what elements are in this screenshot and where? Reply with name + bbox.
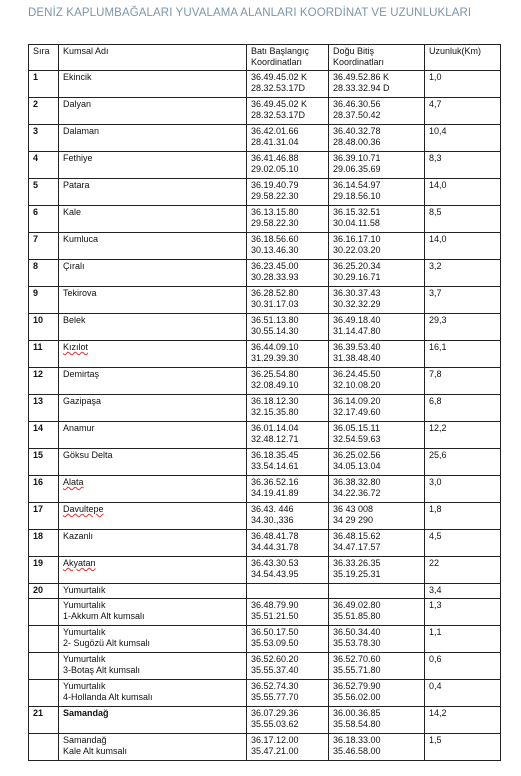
row-number bbox=[29, 653, 59, 680]
row-number: 16 bbox=[29, 476, 59, 503]
end-coordinates bbox=[329, 503, 425, 530]
start-coordinate-line: 36.18.35.45 bbox=[251, 450, 299, 460]
end-coordinate-line: 36.30.37.43 bbox=[333, 288, 381, 298]
header-length: Uzunluk(Km) bbox=[425, 45, 501, 71]
end-coordinate-line: 36.24.45.50 bbox=[333, 369, 381, 379]
end-coordinates bbox=[329, 368, 425, 395]
beach-name bbox=[59, 422, 247, 449]
beach-name bbox=[59, 599, 247, 626]
end-coordinate-line: 36.52.70.60 bbox=[333, 654, 381, 664]
start-coordinate-line: 29.58.22.30 bbox=[251, 191, 299, 202]
table-row bbox=[29, 449, 501, 476]
end-coordinates bbox=[329, 314, 425, 341]
end-coordinate-line: 36.49.52.86 K bbox=[333, 72, 390, 82]
end-coordinate-line: 34.47.17.57 bbox=[333, 542, 381, 553]
start-coordinate-line: 31.29.39.30 bbox=[251, 353, 299, 364]
end-coordinates bbox=[329, 599, 425, 626]
beach-name bbox=[59, 260, 247, 287]
beach-name-line: 4-Hollanda Alt kumsalı bbox=[63, 692, 153, 703]
table-row bbox=[29, 584, 501, 599]
table-row bbox=[29, 179, 501, 206]
start-coordinates bbox=[247, 707, 329, 734]
start-coordinate-line: 36.07.29.36 bbox=[251, 708, 299, 718]
beach-name bbox=[59, 653, 247, 680]
beach-name bbox=[59, 626, 247, 653]
beach-name-line: Kale bbox=[63, 207, 82, 217]
row-number: 20 bbox=[29, 584, 59, 599]
start-coordinates bbox=[247, 98, 329, 125]
beach-name bbox=[59, 71, 247, 98]
length-km: 8,3 bbox=[425, 152, 501, 179]
beach-name bbox=[59, 179, 247, 206]
end-coordinates bbox=[329, 98, 425, 125]
end-coordinates bbox=[329, 557, 425, 584]
end-coordinate-line: 30.29.16.71 bbox=[333, 272, 381, 283]
start-coordinates bbox=[247, 530, 329, 557]
beach-name bbox=[59, 557, 247, 584]
beach-name bbox=[59, 503, 247, 530]
start-coordinate-line: 33.54.14.61 bbox=[251, 461, 299, 472]
start-coordinates bbox=[247, 152, 329, 179]
end-coordinate-line: 35.51.85.80 bbox=[333, 611, 381, 622]
end-coordinate-line: 30.22.03.20 bbox=[333, 245, 381, 256]
end-coordinates bbox=[329, 680, 425, 707]
start-coordinate-line: 30.13.46.30 bbox=[251, 245, 299, 256]
start-coordinates bbox=[247, 179, 329, 206]
end-coordinate-line: 36.52.79.90 bbox=[333, 681, 381, 691]
end-coordinate-line: 36 43 008 bbox=[333, 504, 374, 514]
length-km: 3,4 bbox=[425, 584, 501, 599]
beach-name-line: Belek bbox=[63, 315, 86, 325]
row-number: 8 bbox=[29, 260, 59, 287]
beach-name-line: Ekincik bbox=[63, 72, 92, 82]
start-coordinate-line: 36.49.45.02 K bbox=[251, 72, 308, 82]
end-coordinate-line: 30.32.32.29 bbox=[333, 299, 381, 310]
start-coordinates bbox=[247, 599, 329, 626]
start-coordinate-line: 34.54.43.95 bbox=[251, 569, 299, 580]
end-coordinate-line: 35.46.58.00 bbox=[333, 746, 381, 757]
end-coordinates bbox=[329, 530, 425, 557]
beach-name-line: Kale Alt kumsalı bbox=[63, 746, 128, 757]
end-coordinate-line: 35.53.78.30 bbox=[333, 638, 381, 649]
table-row bbox=[29, 71, 501, 98]
beach-name-line: Kumluca bbox=[63, 234, 99, 244]
beach-name-line: Kazanlı bbox=[63, 531, 94, 541]
header-no: Sıra bbox=[29, 45, 59, 71]
start-coordinates bbox=[247, 626, 329, 653]
row-number: 21 bbox=[29, 707, 59, 734]
end-coordinates bbox=[329, 152, 425, 179]
start-coordinates bbox=[247, 734, 329, 761]
end-coordinate-line: 32.54.59.63 bbox=[333, 434, 381, 445]
start-coordinate-line: 36.42.01.66 bbox=[251, 126, 299, 136]
length-km: 3,7 bbox=[425, 287, 501, 314]
end-coordinates bbox=[329, 125, 425, 152]
end-coordinate-line: 32.10.08.20 bbox=[333, 380, 381, 391]
end-coordinate-line: 28.48.00.36 bbox=[333, 137, 381, 148]
length-km: 10,4 bbox=[425, 125, 501, 152]
start-coordinate-line: 36.17.12.00 bbox=[251, 735, 299, 745]
start-coordinate-line: 36.44.09.10 bbox=[251, 342, 299, 352]
start-coordinates bbox=[247, 422, 329, 449]
start-coordinates bbox=[247, 206, 329, 233]
beach-name bbox=[59, 152, 247, 179]
beach-name-line: Anamur bbox=[63, 423, 95, 433]
length-km: 16,1 bbox=[425, 341, 501, 368]
row-number: 9 bbox=[29, 287, 59, 314]
beach-name-line: 1-Akkum Alt kumsalı bbox=[63, 611, 145, 622]
end-coordinate-line: 36.25.02.56 bbox=[333, 450, 381, 460]
end-coordinate-line: 36.50.34.40 bbox=[333, 627, 381, 637]
table-row bbox=[29, 98, 501, 125]
start-coordinate-line: 34.30.,336 bbox=[251, 515, 294, 526]
header-start bbox=[247, 45, 329, 71]
start-coordinate-line: 36.36.52.16 bbox=[251, 477, 299, 487]
table-row bbox=[29, 680, 501, 707]
beach-name-line: Göksu Delta bbox=[63, 450, 113, 460]
header-start-line1: Batı Başlangıç bbox=[251, 46, 310, 56]
beach-name-line: Yumurtalık bbox=[63, 681, 106, 691]
end-coordinates bbox=[329, 71, 425, 98]
beach-name bbox=[59, 233, 247, 260]
start-coordinates bbox=[247, 71, 329, 98]
row-number bbox=[29, 734, 59, 761]
start-coordinate-line: 36.51.13.80 bbox=[251, 315, 299, 325]
table-row bbox=[29, 530, 501, 557]
end-coordinates bbox=[329, 233, 425, 260]
row-number: 18 bbox=[29, 530, 59, 557]
row-number: 12 bbox=[29, 368, 59, 395]
end-coordinates bbox=[329, 260, 425, 287]
start-coordinate-line: 36.49.45.02 K bbox=[251, 99, 308, 109]
start-coordinate-line: 35.51.21.50 bbox=[251, 611, 299, 622]
start-coordinate-line: 36.52.74.30 bbox=[251, 681, 299, 691]
length-km: 6,8 bbox=[425, 395, 501, 422]
table-row bbox=[29, 395, 501, 422]
end-coordinate-line: 32.17.49.60 bbox=[333, 407, 381, 418]
start-coordinates bbox=[247, 680, 329, 707]
end-coordinate-line: 35.58.54.80 bbox=[333, 719, 381, 730]
table-row bbox=[29, 557, 501, 584]
length-km: 14,2 bbox=[425, 707, 501, 734]
length-km: 4,5 bbox=[425, 530, 501, 557]
row-number: 19 bbox=[29, 557, 59, 584]
table-row bbox=[29, 260, 501, 287]
end-coordinate-line: 36.49.18.40 bbox=[333, 315, 381, 325]
table-row bbox=[29, 599, 501, 626]
beach-name-line: Alata bbox=[63, 477, 84, 487]
beach-name bbox=[59, 476, 247, 503]
beach-name bbox=[59, 734, 247, 761]
end-coordinate-line: 34.05.13.04 bbox=[333, 461, 381, 472]
table-row bbox=[29, 707, 501, 734]
start-coordinate-line: 30.55.14.30 bbox=[251, 326, 299, 337]
start-coordinate-line: 36.13.15.80 bbox=[251, 207, 299, 217]
length-km: 29,3 bbox=[425, 314, 501, 341]
header-start-line2: Koordinatları bbox=[251, 57, 303, 68]
length-km: 3,0 bbox=[425, 476, 501, 503]
row-number: 2 bbox=[29, 98, 59, 125]
length-km: 22 bbox=[425, 557, 501, 584]
start-coordinate-line: 35.53.09.50 bbox=[251, 638, 299, 649]
beach-name-line: Kızılot bbox=[63, 342, 89, 352]
start-coordinate-line: 36.23.45.00 bbox=[251, 261, 299, 271]
beach-name-line: Dalaman bbox=[63, 126, 100, 136]
row-number: 5 bbox=[29, 179, 59, 206]
row-number: 10 bbox=[29, 314, 59, 341]
table-row bbox=[29, 314, 501, 341]
start-coordinates bbox=[247, 287, 329, 314]
length-km: 1,0 bbox=[425, 71, 501, 98]
beach-name bbox=[59, 341, 247, 368]
end-coordinate-line: 36.14.54.97 bbox=[333, 180, 381, 190]
end-coordinate-line: 29.06.35.69 bbox=[333, 164, 381, 175]
start-coordinate-line: 32.15.35.80 bbox=[251, 407, 299, 418]
start-coordinates bbox=[247, 557, 329, 584]
end-coordinates bbox=[329, 449, 425, 476]
row-number: 3 bbox=[29, 125, 59, 152]
beach-name-line: Tekirova bbox=[63, 288, 97, 298]
end-coordinate-line: 31.38.48.40 bbox=[333, 353, 381, 364]
header-end-line1: Doğu Bitiş bbox=[333, 46, 375, 56]
end-coordinate-line: 36.14.09.20 bbox=[333, 396, 381, 406]
start-coordinate-line: 36.18.12.30 bbox=[251, 396, 299, 406]
end-coordinate-line: 36.46.30.56 bbox=[333, 99, 381, 109]
beach-name bbox=[59, 314, 247, 341]
end-coordinates bbox=[329, 179, 425, 206]
start-coordinates bbox=[247, 233, 329, 260]
beach-name-line: Samandağ bbox=[63, 735, 107, 745]
length-km: 0,4 bbox=[425, 680, 501, 707]
start-coordinate-line: 30.31.17.03 bbox=[251, 299, 299, 310]
start-coordinate-line: 34.44.31.78 bbox=[251, 542, 299, 553]
start-coordinate-line: 32.08.49.10 bbox=[251, 380, 299, 391]
table-row bbox=[29, 368, 501, 395]
start-coordinate-line: 35.47.21.00 bbox=[251, 746, 299, 757]
end-coordinate-line: 36.16.17.10 bbox=[333, 234, 381, 244]
beach-name-line: Patara bbox=[63, 180, 90, 190]
start-coordinates bbox=[247, 260, 329, 287]
end-coordinates bbox=[329, 395, 425, 422]
end-coordinate-line: 35.19.25.31 bbox=[333, 569, 381, 580]
beach-name bbox=[59, 98, 247, 125]
end-coordinate-line: 28.33.32.94 D bbox=[333, 83, 390, 94]
start-coordinate-line: 36.28.52.80 bbox=[251, 288, 299, 298]
beach-name-line: Fethiye bbox=[63, 153, 93, 163]
beach-name-line: Yumurtalık bbox=[63, 600, 106, 610]
header-name: Kumsal Adı bbox=[59, 45, 247, 71]
beach-name-line: Gazipaşa bbox=[63, 396, 102, 406]
end-coordinate-line: 36.39.53.40 bbox=[333, 342, 381, 352]
start-coordinate-line: 36.19.40.79 bbox=[251, 180, 299, 190]
start-coordinate-line: 32.48.12.71 bbox=[251, 434, 299, 445]
row-number: 14 bbox=[29, 422, 59, 449]
end-coordinates bbox=[329, 287, 425, 314]
header-end-line2: Koordinatları bbox=[333, 57, 385, 68]
start-coordinate-line: 36.52.60.20 bbox=[251, 654, 299, 664]
beach-name bbox=[59, 206, 247, 233]
table-row bbox=[29, 125, 501, 152]
start-coordinate-line: 35.55.77.70 bbox=[251, 692, 299, 703]
beach-name-line: Çıralı bbox=[63, 261, 85, 271]
start-coordinate-line: 36.18.56.60 bbox=[251, 234, 299, 244]
table-row bbox=[29, 422, 501, 449]
row-number: 11 bbox=[29, 341, 59, 368]
row-number: 7 bbox=[29, 233, 59, 260]
length-km: 14,0 bbox=[425, 179, 501, 206]
row-number bbox=[29, 680, 59, 707]
end-coordinate-line: 36.49.02.80 bbox=[333, 600, 381, 610]
table-row bbox=[29, 476, 501, 503]
start-coordinate-line: 35.55.37.40 bbox=[251, 665, 299, 676]
end-coordinates bbox=[329, 341, 425, 368]
beach-name-line: Dalyan bbox=[63, 99, 92, 109]
start-coordinates bbox=[247, 476, 329, 503]
table-row bbox=[29, 503, 501, 530]
end-coordinate-line: 36.15.32.51 bbox=[333, 207, 381, 217]
table-row bbox=[29, 734, 501, 761]
beach-name-line: Davultepe bbox=[63, 504, 104, 514]
end-coordinate-line: 31.14.47.80 bbox=[333, 326, 381, 337]
start-coordinates bbox=[247, 449, 329, 476]
row-number: 1 bbox=[29, 71, 59, 98]
beach-name-line: 2- Sugözü Alt kumsalı bbox=[63, 638, 151, 649]
end-coordinate-line: 30.04.11.58 bbox=[333, 218, 380, 229]
end-coordinate-line: 28.37.50.42 bbox=[333, 110, 381, 121]
end-coordinate-line: 34 29 290 bbox=[333, 515, 374, 526]
length-km: 3,2 bbox=[425, 260, 501, 287]
beach-name bbox=[59, 125, 247, 152]
end-coordinate-line: 36.48.15.62 bbox=[333, 531, 381, 541]
end-coordinates bbox=[329, 653, 425, 680]
table-row bbox=[29, 287, 501, 314]
table-row bbox=[29, 152, 501, 179]
row-number: 6 bbox=[29, 206, 59, 233]
start-coordinate-line: 28.41.31.04 bbox=[251, 137, 299, 148]
end-coordinate-line: 36.05.15.11 bbox=[333, 423, 380, 433]
beach-name bbox=[59, 707, 247, 734]
beach-name-line: Yumurtalık bbox=[63, 585, 106, 595]
nesting-sites-table bbox=[28, 44, 501, 761]
end-coordinates bbox=[329, 584, 425, 599]
end-coordinate-line: 36.25.20.34 bbox=[333, 261, 381, 271]
header-end bbox=[329, 45, 425, 71]
start-coordinate-line: 36.43. 446 bbox=[251, 504, 294, 514]
table-row bbox=[29, 233, 501, 260]
end-coordinate-line: 36.33.26.35 bbox=[333, 558, 381, 568]
start-coordinate-line: 36.48.41.78 bbox=[251, 531, 299, 541]
end-coordinate-line: 36.18.33.00 bbox=[333, 735, 381, 745]
start-coordinate-line: 36.41.46.88 bbox=[251, 153, 299, 163]
length-km: 1,1 bbox=[425, 626, 501, 653]
beach-name-line: Demirtaş bbox=[63, 369, 100, 379]
length-km: 25,6 bbox=[425, 449, 501, 476]
beach-name-line: 3-Botaş Alt kumsalı bbox=[63, 665, 141, 676]
start-coordinate-line: 30.28.33.93 bbox=[251, 272, 299, 283]
end-coordinate-line: 29.18.56.10 bbox=[333, 191, 381, 202]
start-coordinate-line: 29.02.05.10 bbox=[251, 164, 299, 175]
end-coordinates bbox=[329, 734, 425, 761]
end-coordinate-line: 36.38.32.80 bbox=[333, 477, 381, 487]
length-km: 1,5 bbox=[425, 734, 501, 761]
beach-name bbox=[59, 680, 247, 707]
length-km: 7,8 bbox=[425, 368, 501, 395]
end-coordinates bbox=[329, 626, 425, 653]
length-km: 1,3 bbox=[425, 599, 501, 626]
length-km: 14,0 bbox=[425, 233, 501, 260]
length-km: 0,6 bbox=[425, 653, 501, 680]
table-row bbox=[29, 206, 501, 233]
length-km: 12,2 bbox=[425, 422, 501, 449]
start-coordinates bbox=[247, 125, 329, 152]
beach-name bbox=[59, 287, 247, 314]
beach-name bbox=[59, 368, 247, 395]
start-coordinate-line: 36.01.14.04 bbox=[251, 423, 299, 433]
beach-name bbox=[59, 449, 247, 476]
beach-name-line: Yumurtalık bbox=[63, 627, 106, 637]
beach-name bbox=[59, 395, 247, 422]
start-coordinate-line: 28.32.53.17D bbox=[251, 110, 306, 121]
table-row bbox=[29, 653, 501, 680]
end-coordinate-line: 35.55.71.80 bbox=[333, 665, 381, 676]
document-title: DENİZ KAPLUMBAĞALARI YUVALAMA ALANLARI KOORDİNAT VE UZUNLUKLARI bbox=[28, 7, 472, 19]
end-coordinate-line: 36.00.36.85 bbox=[333, 708, 381, 718]
start-coordinates bbox=[247, 314, 329, 341]
start-coordinate-line: 35.55.03.62 bbox=[251, 719, 299, 730]
start-coordinate-line: 36.50.17.50 bbox=[251, 627, 299, 637]
row-number: 4 bbox=[29, 152, 59, 179]
end-coordinates bbox=[329, 206, 425, 233]
beach-name bbox=[59, 584, 247, 599]
end-coordinate-line: 35.56.02.00 bbox=[333, 692, 381, 703]
end-coordinates bbox=[329, 707, 425, 734]
row-number: 17 bbox=[29, 503, 59, 530]
header-row bbox=[29, 45, 501, 71]
length-km: 4,7 bbox=[425, 98, 501, 125]
start-coordinates bbox=[247, 653, 329, 680]
length-km: 8,5 bbox=[425, 206, 501, 233]
start-coordinate-line: 29.58.22.30 bbox=[251, 218, 299, 229]
row-number: 13 bbox=[29, 395, 59, 422]
start-coordinates bbox=[247, 368, 329, 395]
start-coordinate-line: 28.32.53.17D bbox=[251, 83, 306, 94]
end-coordinate-line: 36.40.32.78 bbox=[333, 126, 381, 136]
row-number bbox=[29, 599, 59, 626]
start-coordinate-line: 36.25.54.80 bbox=[251, 369, 299, 379]
table-row bbox=[29, 626, 501, 653]
row-number bbox=[29, 626, 59, 653]
end-coordinate-line: 34.22.36.72 bbox=[333, 488, 381, 499]
start-coordinates bbox=[247, 341, 329, 368]
beach-name bbox=[59, 530, 247, 557]
start-coordinate-line: 36.48.79.90 bbox=[251, 600, 299, 610]
start-coordinates bbox=[247, 395, 329, 422]
start-coordinates bbox=[247, 503, 329, 530]
end-coordinates bbox=[329, 422, 425, 449]
beach-name-line: Akyatan bbox=[63, 558, 96, 568]
length-km: 1,8 bbox=[425, 503, 501, 530]
beach-name-line: Samandağ bbox=[63, 708, 109, 718]
start-coordinates bbox=[247, 584, 329, 599]
end-coordinate-line: 36.39.10.71 bbox=[333, 153, 381, 163]
start-coordinate-line: 36.43.30.53 bbox=[251, 558, 299, 568]
beach-name-line: Yumurtalık bbox=[63, 654, 106, 664]
start-coordinate-line: 34.19.41.89 bbox=[251, 488, 299, 499]
end-coordinates bbox=[329, 476, 425, 503]
table-row bbox=[29, 341, 501, 368]
row-number: 15 bbox=[29, 449, 59, 476]
